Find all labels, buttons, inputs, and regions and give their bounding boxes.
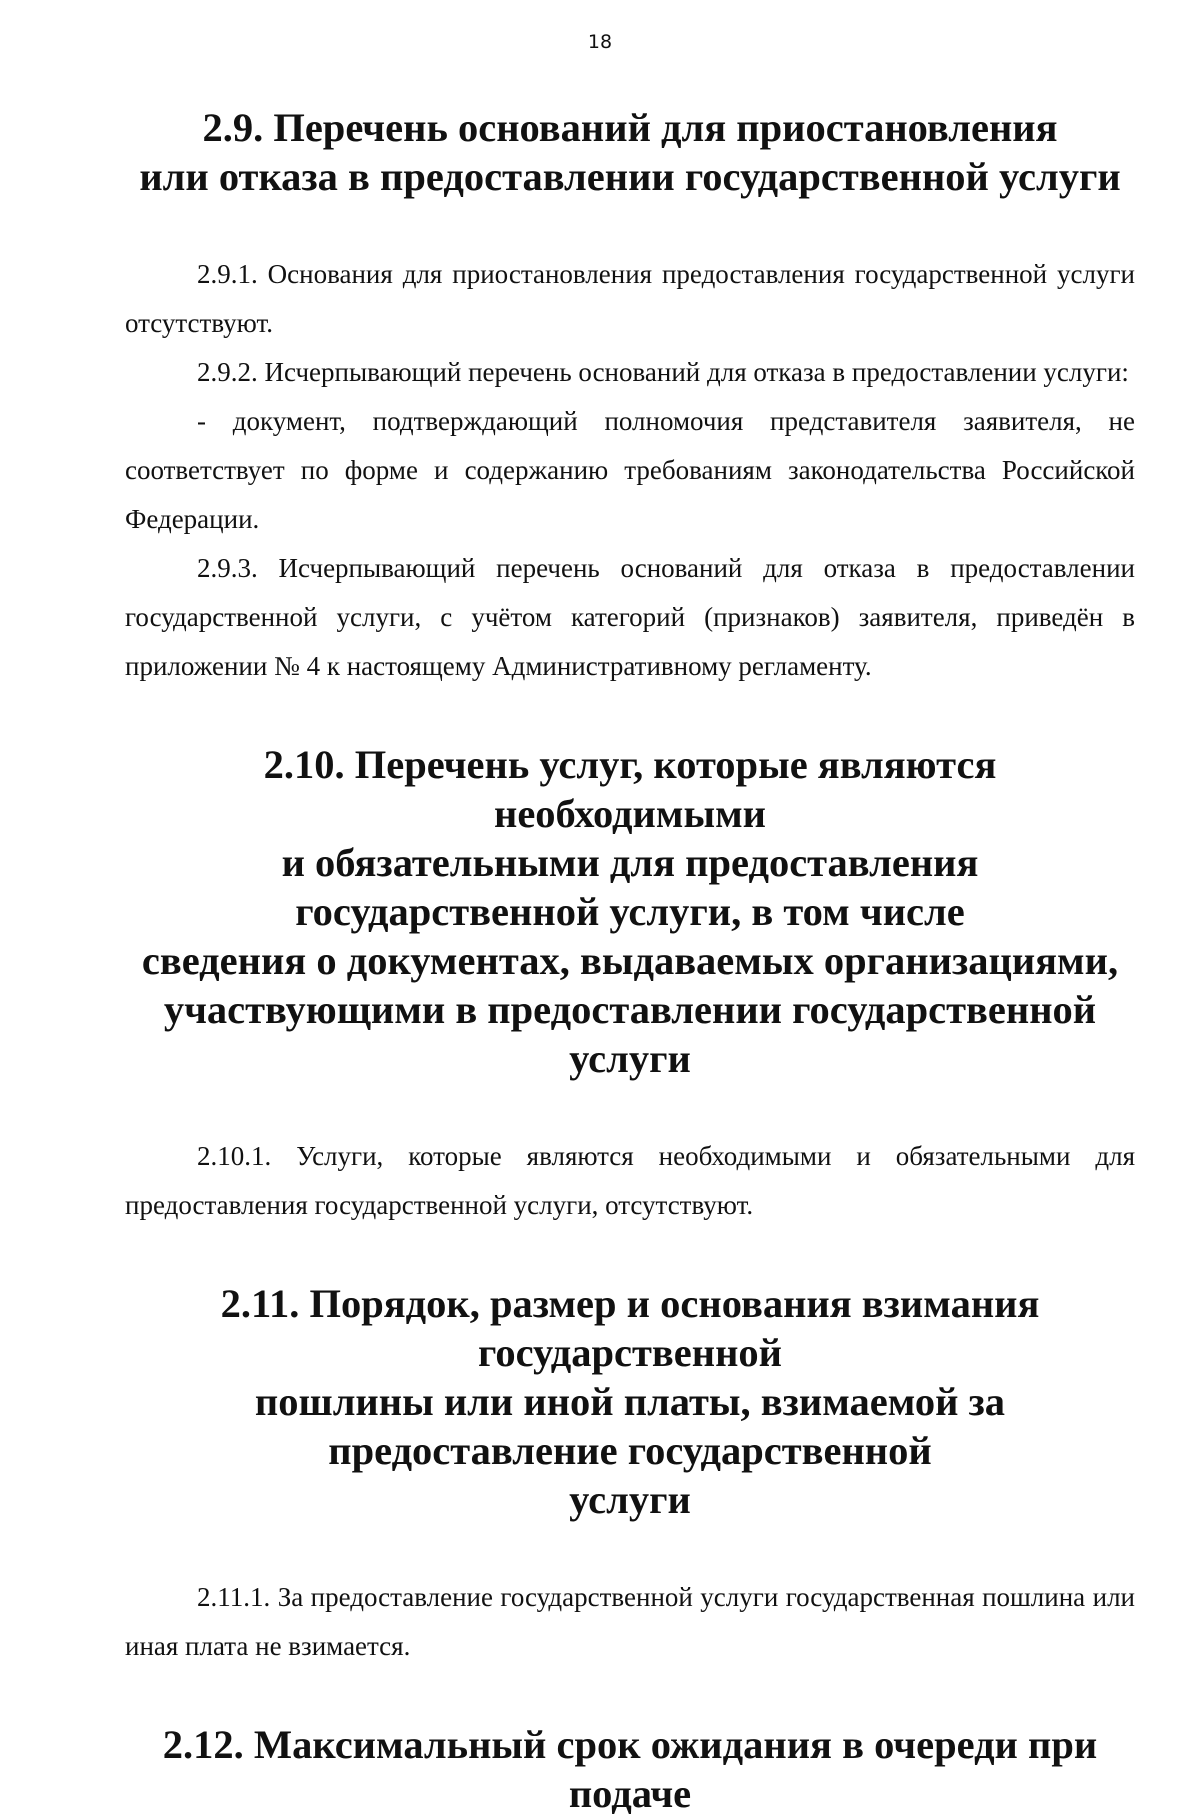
heading-line: 2.12. Максимальный срок ожидания в очереди при подаче — [162, 1722, 1098, 1816]
paragraph-2-9-3: 2.9.3. Исчерпывающий перечень оснований для отказа в предоставлении государственной услуги, с учётом категорий (признаков) заявителя, приведён в приложении № 4 к настоящему Административному регламенту. — [125, 553, 1135, 681]
spacer — [125, 201, 1135, 250]
paragraph-2-10-1: 2.10.1. Услуги, которые являются необходимыми и обязательными для предоставления государственной услуги, отсутствуют. — [125, 1141, 1135, 1220]
heading-line: или отказа в предоставлении государственной услуги — [139, 154, 1121, 199]
section-heading-2-12 — [125, 1720, 1135, 1818]
heading-line: участвующими в предоставлении государственной услуги — [163, 987, 1097, 1081]
spacer — [125, 1671, 1135, 1720]
heading-line: 2.11. Порядок, размер и основания взимания государственной — [220, 1281, 1040, 1375]
section-heading-2-10 — [125, 740, 1135, 1083]
spacer — [125, 691, 1135, 740]
paragraph-2-9-2: 2.9.2. Исчерпывающий перечень оснований для отказа в предоставлении услуги: — [197, 357, 1129, 387]
paragraph-2-11-1: 2.11.1. За предоставление государственной услуги государственная пошлина или иная плата не взимается. — [125, 1582, 1135, 1661]
page-number: 18 — [587, 31, 613, 53]
heading-line: и обязательными для предоставления государственной услуги, в том числе — [281, 840, 979, 934]
spacer — [125, 1524, 1135, 1573]
document-body — [125, 103, 1135, 1818]
section-heading-2-11 — [125, 1279, 1135, 1524]
spacer — [125, 1230, 1135, 1279]
heading-line: пошлины или иной платы, взимаемой за предоставление государственной — [254, 1379, 1006, 1473]
heading-line: сведения о документах, выдаваемых организациями, — [141, 938, 1119, 983]
heading-line: 2.10. Перечень услуг, которые являются необходимыми — [263, 742, 997, 836]
spacer — [125, 1083, 1135, 1132]
heading-line: 2.9. Перечень оснований для приостановления — [202, 105, 1058, 150]
heading-line: услуги — [569, 1477, 691, 1522]
paragraph-2-9-1: 2.9.1. Основания для приостановления предоставления государственной услуги отсутствуют. — [125, 259, 1135, 338]
section-heading-2-9 — [125, 103, 1135, 201]
paragraph-list-item: - документ, подтверждающий полномочия представителя заявителя, не соответствует по форме и содержанию требованиям законодательства Российской Федерации. — [125, 406, 1135, 534]
